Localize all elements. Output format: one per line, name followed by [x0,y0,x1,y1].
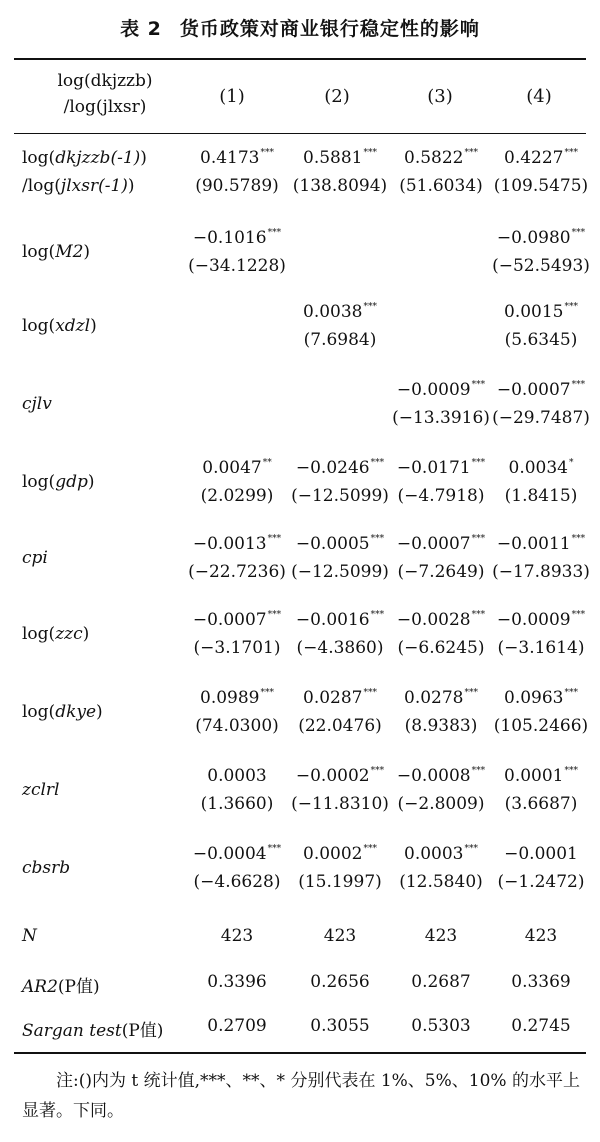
t-statistic-cell: (−3.1614) [497,638,585,658]
table-number: 表 2 [120,18,162,40]
coefficient-cell: −0.0028*** [396,610,486,630]
coefficient-cell: −0.0980*** [496,228,586,248]
t-statistic-cell: (−6.6245) [397,638,485,658]
significance-stars: *** [471,534,486,544]
significance-stars: *** [571,534,586,544]
significance-stars: *** [464,148,478,158]
t-statistic-cell: (−12.5099) [291,486,389,506]
significance-stars: *** [564,302,578,312]
row-sub-label: /log(jlxsr(-1)) [22,176,135,196]
coefficient-cell: −0.0007*** [396,534,486,554]
significance-stars: *** [363,148,377,158]
stat-value-cell: 423 [424,926,458,946]
stat-label: Sargan test(P值) [22,1021,164,1041]
dependent-variable-line-1: log(dkjzzb) [57,71,153,91]
coefficient-cell: −0.0008*** [396,766,486,786]
significance-stars: *** [471,610,486,620]
coefficient-cell: 0.0034* [508,458,574,478]
t-statistic-cell: (90.5789) [195,176,279,196]
coefficient-cell: 0.5822*** [404,148,478,168]
t-statistic-cell: (1.3660) [200,794,274,814]
t-statistic-cell: (−12.5099) [291,562,389,582]
significance-stars: *** [564,766,578,776]
t-statistic-cell: (1.8415) [504,486,578,506]
row-label: zclrl [22,780,60,800]
coefficient-cell: 0.0003*** [404,844,478,864]
stat-label: N [22,926,37,946]
coefficient-cell: −0.0009*** [496,610,586,630]
t-statistic-cell: (−4.7918) [397,486,485,506]
stat-value-cell: 423 [524,926,558,946]
dependent-variable-header [30,68,180,120]
stat-value-cell: 0.2745 [511,1016,571,1036]
significance-stars: *** [571,228,586,238]
coefficient-cell: 0.0002*** [303,844,377,864]
coefficient-cell: 0.0003 [207,766,267,786]
t-statistic-cell: (−7.2649) [397,562,485,582]
t-statistic-cell: (3.6687) [504,794,578,814]
coefficient-cell: −0.0246*** [295,458,385,478]
row-label: cpi [22,548,48,568]
t-statistic-cell: (138.8094) [292,176,388,196]
coefficient-cell: −0.0001 [504,844,578,864]
coefficient-cell: −0.0013*** [192,534,282,554]
t-statistic-cell: (−11.8310) [291,794,389,814]
t-statistic-cell: (−3.1701) [193,638,281,658]
coefficient-cell: 0.4173*** [200,148,274,168]
coefficient-cell: −0.0007*** [496,380,586,400]
column-header-2: (2) [324,86,350,107]
t-statistic-cell: (−17.8933) [492,562,590,582]
column-header-4: (4) [526,86,552,107]
t-statistic-cell: (−4.3860) [296,638,384,658]
significance-stars: *** [471,380,486,390]
coefficient-cell: 0.0963*** [504,688,578,708]
coefficient-cell: −0.1016*** [192,228,282,248]
column-header-3: (3) [427,86,453,107]
top-rule [14,58,586,60]
row-label: log(dkjzzb(-1)) [22,148,147,168]
stat-value-cell: 0.3055 [310,1016,370,1036]
t-statistic-cell: (22.0476) [298,716,382,736]
coefficient-cell: −0.0171*** [396,458,486,478]
significance-stars: *** [267,610,282,620]
row-label: log(gdp) [22,472,95,492]
significance-stars: *** [564,688,578,698]
stat-value-cell: 0.3396 [207,972,267,992]
t-statistic-cell: (74.0300) [195,716,279,736]
significance-stars: *** [260,688,274,698]
t-statistic-cell: (−4.6628) [193,872,281,892]
t-statistic-cell: (15.1997) [298,872,382,892]
stat-label: AR2(P值) [22,977,100,997]
coefficient-cell: −0.0005*** [295,534,385,554]
row-label: cjlv [22,394,52,414]
significance-stars: *** [363,688,377,698]
table-caption: 货币政策对商业银行稳定性的影响 [179,18,480,40]
row-label: log(xdzl) [22,316,97,336]
significance-stars: *** [267,844,282,854]
t-statistic-cell: (5.6345) [504,330,578,350]
column-header-1: (1) [219,86,245,107]
coefficient-cell: −0.0009*** [396,380,486,400]
coefficient-cell: −0.0011*** [496,534,586,554]
significance-stars: * [568,458,574,468]
t-statistic-cell: (−1.2472) [497,872,585,892]
stat-value-cell: 0.5303 [411,1016,471,1036]
row-label: log(M2) [22,242,91,262]
t-statistic-cell: (2.0299) [200,486,274,506]
coefficient-cell: −0.0002*** [295,766,385,786]
row-label: log(dkye) [22,702,103,722]
significance-stars: *** [464,688,478,698]
dependent-variable-line-2: /log(jlxsr) [63,97,147,117]
row-label: log(zzc) [22,624,90,644]
stat-value-cell: 0.2687 [411,972,471,992]
stat-value-cell: 0.2656 [310,972,370,992]
significance-stars: *** [571,610,586,620]
t-statistic-cell: (8.9383) [404,716,478,736]
significance-stars: *** [471,458,486,468]
significance-stars: *** [363,844,377,854]
significance-stars: *** [471,766,486,776]
coefficient-cell: 0.4227*** [504,148,578,168]
significance-stars: *** [267,228,282,238]
stat-value-cell: 423 [323,926,357,946]
coefficient-cell: 0.0278*** [404,688,478,708]
coefficient-cell: 0.0038*** [303,302,377,322]
t-statistic-cell: (−52.5493) [492,256,590,276]
table-note: 注:()内为 t 统计值,***、**、* 分别代表在 1%、5%、10% 的水平上显著。下同。 [22,1071,580,1121]
coefficient-cell: 0.0287*** [303,688,377,708]
stat-value-cell: 0.3369 [511,972,571,992]
significance-stars: *** [571,380,586,390]
significance-stars: *** [370,534,385,544]
coefficient-cell: −0.0004*** [192,844,282,864]
t-statistic-cell: (51.6034) [399,176,483,196]
table-title [0,14,600,41]
t-statistic-cell: (−29.7487) [492,408,590,428]
coefficient-cell: 0.0989*** [200,688,274,708]
coefficient-cell: 0.5881*** [303,148,377,168]
stat-value-cell: 423 [220,926,254,946]
significance-stars: *** [363,302,377,312]
significance-stars: *** [370,458,385,468]
coefficient-cell: 0.0047** [202,458,272,478]
coefficient-cell: −0.0016*** [295,610,385,630]
t-statistic-cell: (105.2466) [493,716,589,736]
t-statistic-cell: (−22.7236) [188,562,286,582]
coefficient-cell: 0.0001*** [504,766,578,786]
coefficient-cell: 0.0015*** [504,302,578,322]
t-statistic-cell: (−34.1228) [188,256,286,276]
significance-stars: ** [262,458,272,468]
t-statistic-cell: (7.6984) [303,330,377,350]
stat-value-cell: 0.2709 [207,1016,267,1036]
coefficient-cell: −0.0007*** [192,610,282,630]
significance-stars: *** [464,844,478,854]
significance-stars: *** [370,610,385,620]
header-rule [14,133,586,134]
t-statistic-cell: (−13.3916) [392,408,490,428]
t-statistic-cell: (109.5475) [493,176,589,196]
significance-stars: *** [260,148,274,158]
significance-stars: *** [370,766,385,776]
t-statistic-cell: (−2.8009) [397,794,485,814]
significance-stars: *** [267,534,282,544]
bottom-rule [14,1052,586,1054]
significance-stars: *** [564,148,578,158]
t-statistic-cell: (12.5840) [399,872,483,892]
row-label: cbsrb [22,858,71,878]
